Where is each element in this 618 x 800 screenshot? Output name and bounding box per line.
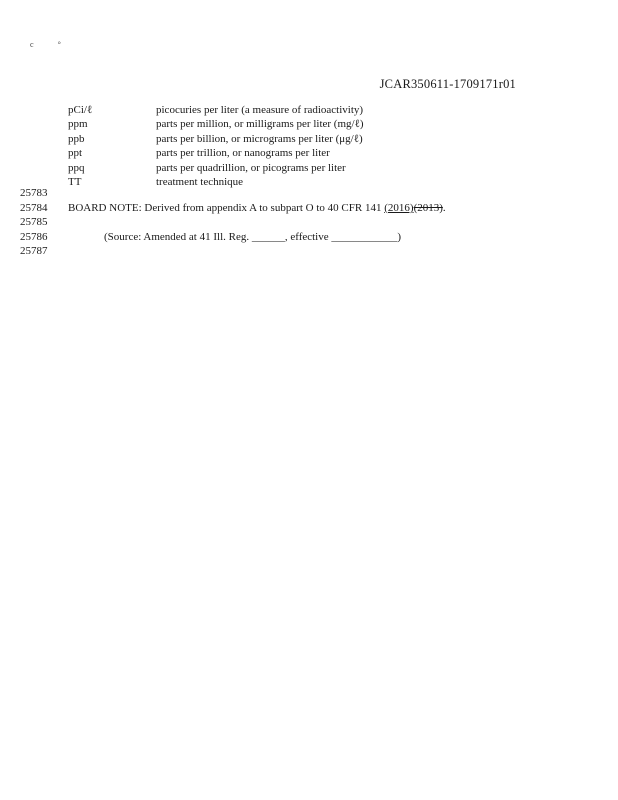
abbreviation: ppq bbox=[68, 161, 85, 174]
definition: parts per billion, or micrograms per liter (μg/ℓ) bbox=[156, 132, 363, 145]
deleted-text: (2013) bbox=[413, 202, 443, 214]
line-number: 25785 bbox=[20, 216, 48, 228]
definition: parts per quadrillion, or picograms per liter bbox=[156, 161, 346, 174]
scan-mark: ° bbox=[57, 40, 61, 49]
abbreviation: ppt bbox=[68, 147, 83, 160]
abbreviation: ppb bbox=[68, 132, 85, 145]
scan-marks bbox=[30, 40, 83, 49]
line-number: 25786 bbox=[20, 231, 48, 243]
abbreviation: pCi/ℓ bbox=[68, 104, 93, 116]
abbreviation-row bbox=[0, 146, 618, 160]
inserted-text: (2016) bbox=[384, 202, 414, 214]
board-note-text: BOARD NOTE: Derived from appendix A to subpart O to 40 CFR 141 bbox=[68, 202, 385, 214]
abbreviation: ppm bbox=[68, 118, 88, 131]
line-25787 bbox=[0, 244, 618, 259]
line-number: 25784 bbox=[20, 202, 48, 214]
board-note bbox=[68, 201, 446, 216]
line-25785 bbox=[0, 215, 618, 230]
abbreviation-table bbox=[0, 103, 618, 189]
line-25783 bbox=[0, 186, 618, 201]
line-25786 bbox=[0, 230, 618, 245]
document-id: JCAR350611-1709171r01 bbox=[379, 77, 516, 91]
definition: picocuries per liter (a measure of radioactivity) bbox=[156, 104, 364, 116]
abbreviation-row bbox=[0, 161, 618, 175]
scan-mark: c bbox=[30, 40, 34, 49]
abbreviation-row bbox=[0, 132, 618, 146]
board-note-end: . bbox=[442, 202, 446, 214]
definition: parts per trillion, or nanograms per liter bbox=[156, 147, 330, 160]
definition: treatment technique bbox=[156, 175, 244, 188]
line-number: 25783 bbox=[20, 187, 48, 199]
abbreviation-row bbox=[0, 103, 618, 117]
line-25784 bbox=[0, 201, 618, 216]
source-note: (Source: Amended at 41 Ill. Reg. ______, effective ____________) bbox=[104, 231, 402, 243]
line-number: 25787 bbox=[20, 245, 48, 257]
abbreviation: TT bbox=[68, 175, 82, 188]
abbreviation-row bbox=[0, 117, 618, 131]
definition: parts per million, or milligrams per liter (mg/ℓ) bbox=[156, 118, 364, 131]
